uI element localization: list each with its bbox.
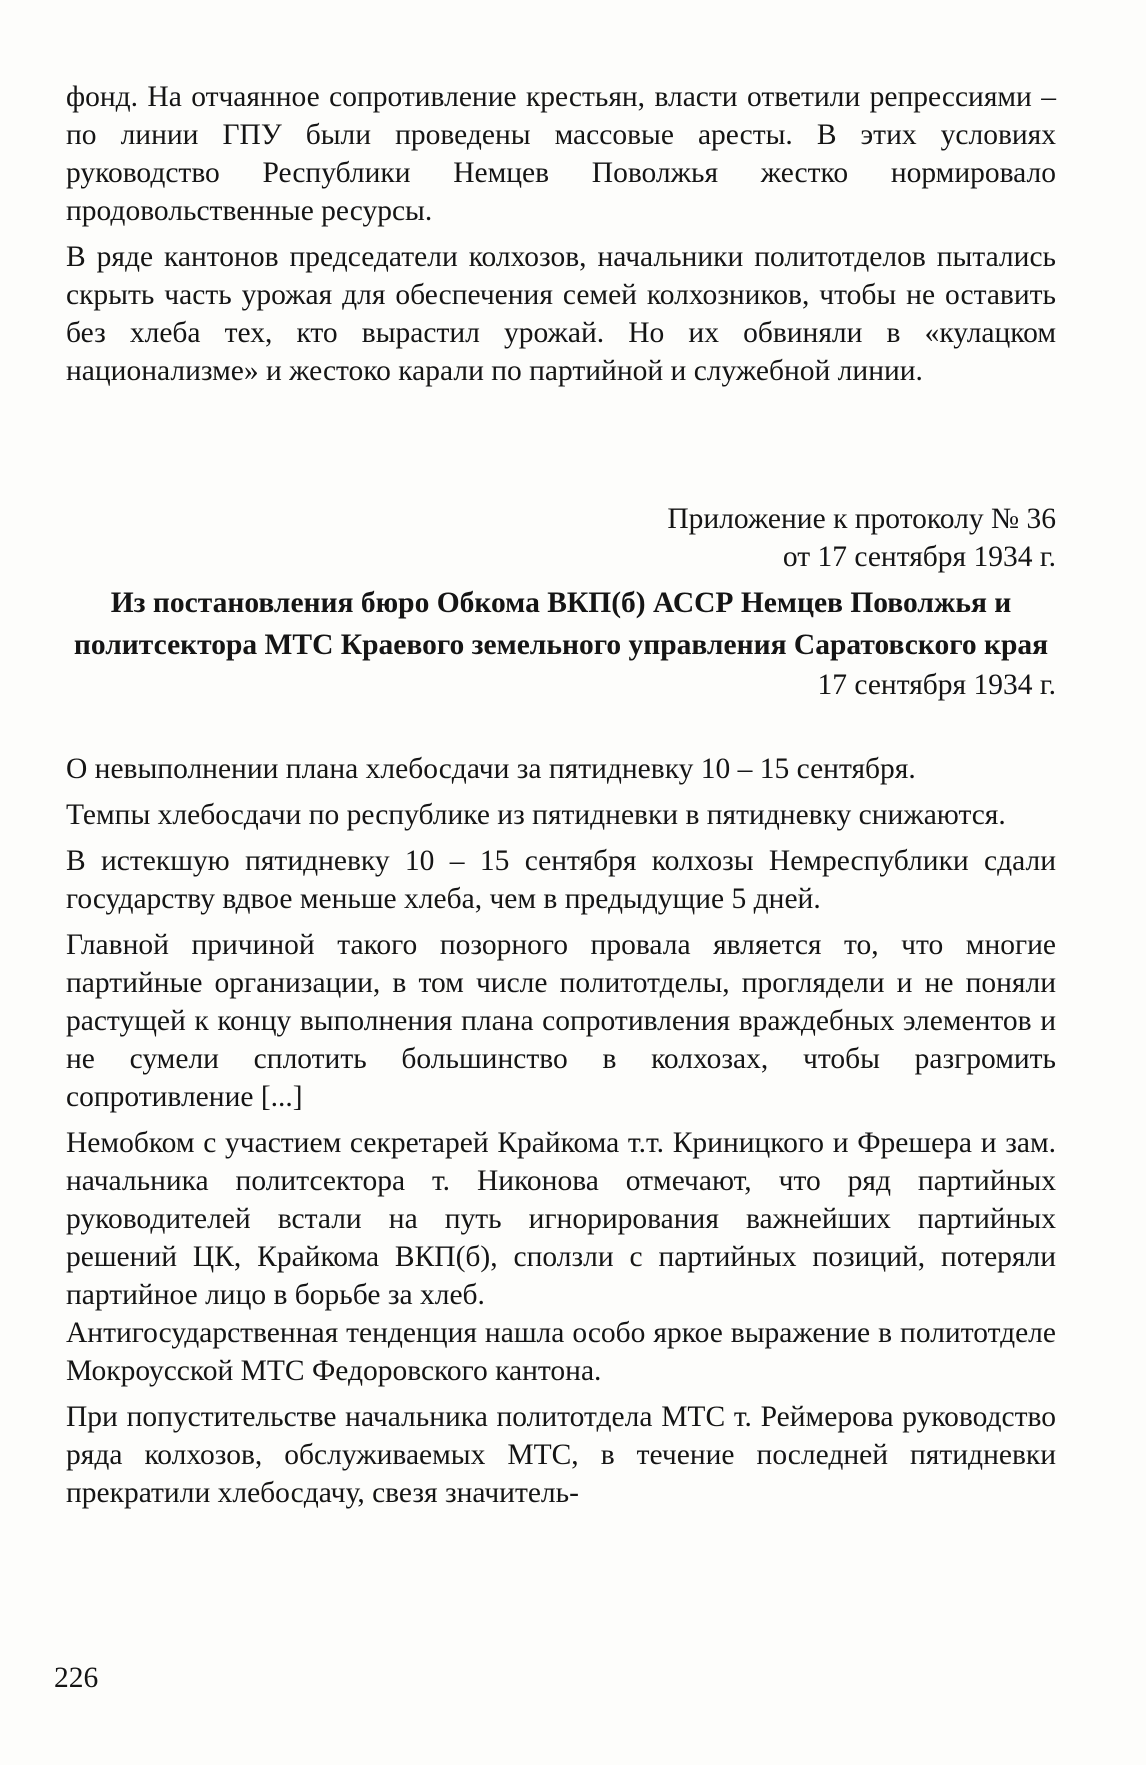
paragraph-body-3: Главной причиной такого позорного провала является то, что многие партийные организации, в том числе политотделы, проглядели и не поняли растущей к концу выполнения плана сопротивления враждебных элементов и не сумели сплотить большинство в колхозах, чтобы разгромить сопротивление [...] [66, 929, 1056, 1113]
paragraph-intro-2: В ряде кантонов председатели колхозов, начальники политотделов пытались скрыть часть урожая для обеспечения семей колхозников, чтобы не оставить без хлеба тех, кто вырастил урожай. Но их обвиняли в «кулацком национализме» и жестоко карали по партийной и служебной линии. [66, 241, 1056, 387]
appendix-label: Приложение к протоколу № 36 [667, 503, 1056, 535]
document-title: Из постановления бюро Обкома ВКП(б) АССР Немцев Поволжья и политсектора МТС Краевого земельного управления Саратовского края [73, 587, 1049, 661]
page-number: 226 [54, 1662, 99, 1694]
appendix-date: от 17 сентября 1934 г. [782, 541, 1056, 573]
document-subject: О невыполнении плана хлебосдачи за пятидневку 10 – 15 сентября. [66, 753, 916, 785]
paragraph-intro-1: фонд. На отчаянное сопротивление крестьян, власти ответили репрессиями – по линии ГПУ были проведены массовые аресты. В этих условиях руководство Республики Немцев Поволжья жестко нормировало продовольственные ресурсы. [66, 81, 1056, 227]
page-content [66, 78, 1056, 1512]
paragraph-body-4: Немобком с участием секретарей Крайкома т.т. Криницкого и Фрешера и зам. начальника политсектора т. Никонова отмечают, что ряд партийных руководителей встали на путь игнорирования важнейших партийных решений ЦК, Крайкома ВКП(б), сползли с партийных позиций, потеряли партийное лицо в борьбе за хлеб. [66, 1127, 1056, 1311]
paragraph-body-6: При попустительстве начальника политотдела МТС т. Реймерова руководство ряда колхозов, обслуживаемых МТС, в течение последней пятидневки прекратили хлебосдачу, свезя значитель- [66, 1401, 1056, 1509]
paragraph-body-5: Антигосударственная тенденция нашла особо яркое выражение в политотделе Мокроусской МТС Федоровского кантона. [66, 1317, 1056, 1387]
paragraph-body-2: В истекшую пятидневку 10 – 15 сентября колхозы Немреспублики сдали государству вдвое меньше хлеба, чем в предыдущие 5 дней. [66, 845, 1056, 915]
paragraph-body-1: Темпы хлебосдачи по республике из пятидневки в пятидневку снижаются. [66, 799, 1006, 831]
document-date: 17 сентября 1934 г. [817, 669, 1056, 701]
